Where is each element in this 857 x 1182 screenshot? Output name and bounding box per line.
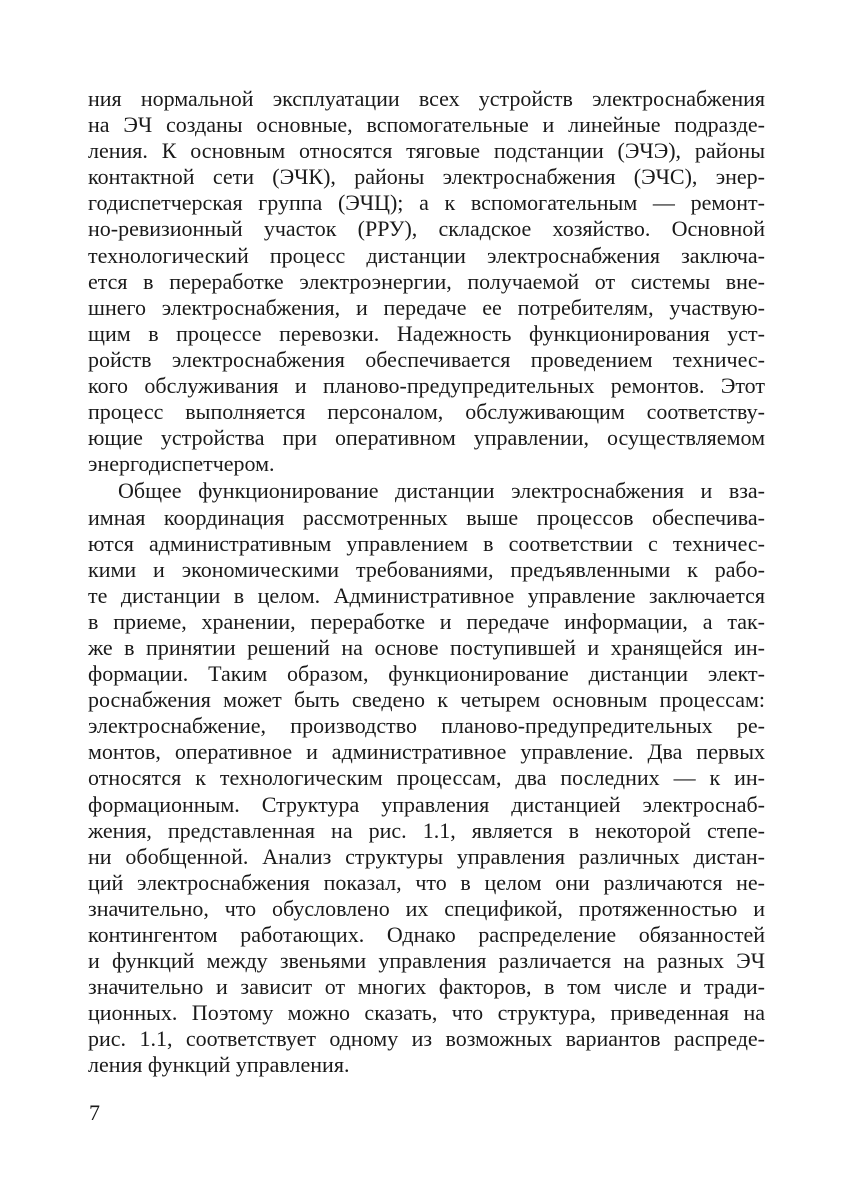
text-line: энергодиспетчером. [88, 451, 275, 477]
body-text [88, 86, 765, 1079]
text-line: монтов, оперативное и административное управление. Два первых [88, 739, 765, 765]
text-line: же в принятии решений на основе поступившей и хранящейся ин- [88, 634, 765, 660]
text-line: значительно, что обусловлено их спецификой, протяженностью и [88, 895, 765, 921]
text-line: формационным. Структура управления дистанцией электроснаб- [88, 791, 765, 817]
text-line: но-ревизионный участок (РРУ), складское хозяйство. Основной [88, 216, 765, 242]
text-line: ется в переработке электроэнергии, получаемой от системы вне- [88, 268, 765, 294]
text-line: ления. К основным относятся тяговые подстанции (ЭЧЭ), районы [88, 138, 765, 164]
text-line: процесс выполняется персоналом, обслуживающим соответству- [88, 399, 765, 425]
text-line: жения, представленная на рис. 1.1, является в некоторой степе- [88, 817, 765, 843]
text-line: и функций между звеньями управления различается на разных ЭЧ [88, 948, 765, 974]
text-line: электроснабжение, производство планово-предупредительных ре- [88, 713, 765, 739]
text-line: ющие устройства при оперативном управлении, осуществляемом [88, 425, 765, 451]
text-line: ций электроснабжения показал, что в целом они различаются не- [88, 869, 765, 895]
text-line: ни обобщенной. Анализ структуры управления различных дистан- [88, 843, 765, 869]
page-number: 7 [89, 1100, 100, 1125]
text-line: щим в процессе перевозки. Надежность функционирования уст- [88, 320, 765, 346]
text-line: ройств электроснабжения обеспечивается проведением техничес- [88, 346, 765, 372]
paragraph-2 [88, 478, 765, 1078]
text-line: годиспетчерская группа (ЭЧЦ); а к вспомогательным — ремонт- [88, 190, 765, 216]
text-line: ционных. Поэтому можно сказать, что структура, приведенная на [88, 1000, 765, 1026]
text-line: контактной сети (ЭЧК), районы электроснабжения (ЭЧС), энер- [88, 164, 765, 190]
text-line: ния нормальной эксплуатации всех устройств электроснабжения [88, 86, 765, 111]
text-line: кого обслуживания и планово-предупредительных ремонтов. Этот [88, 373, 765, 399]
paragraph-1 [88, 86, 765, 477]
text-line: ления функций управления. [88, 1052, 350, 1078]
text-line: формации. Таким образом, функционирование дистанции элект- [88, 661, 765, 687]
text-line: рис. 1.1, соответствует одному из возможных вариантов распреде- [88, 1026, 765, 1052]
text-line: Общее функционирование дистанции электроснабжения и вза- [118, 478, 765, 504]
text-line: имная координация рассмотренных выше процессов обеспечива- [88, 504, 765, 530]
text-line: те дистанции в целом. Административное управление заключается [88, 582, 765, 608]
text-line: относятся к технологическим процессам, два последних — к ин- [88, 765, 765, 791]
text-line: на ЭЧ созданы основные, вспомогательные и линейные подразде- [88, 112, 765, 138]
text-line: кими и экономическими требованиями, предъявленными к рабо- [88, 556, 765, 582]
text-line: технологический процесс дистанции электроснабжения заключа- [88, 242, 765, 268]
text-line: контингентом работающих. Однако распределение обязанностей [88, 922, 765, 947]
text-line: значительно и зависит от многих факторов, в том числе и тради- [88, 974, 765, 1000]
text-line: ются административным управлением в соответствии с техничес- [88, 530, 765, 556]
text-line: шнего электроснабжения, и передаче ее потребителям, участвую- [88, 294, 765, 320]
text-line: в приеме, хранении, переработке и передаче информации, а так- [88, 608, 765, 634]
text-line: роснабжения может быть сведено к четырем основным процессам: [88, 687, 765, 713]
